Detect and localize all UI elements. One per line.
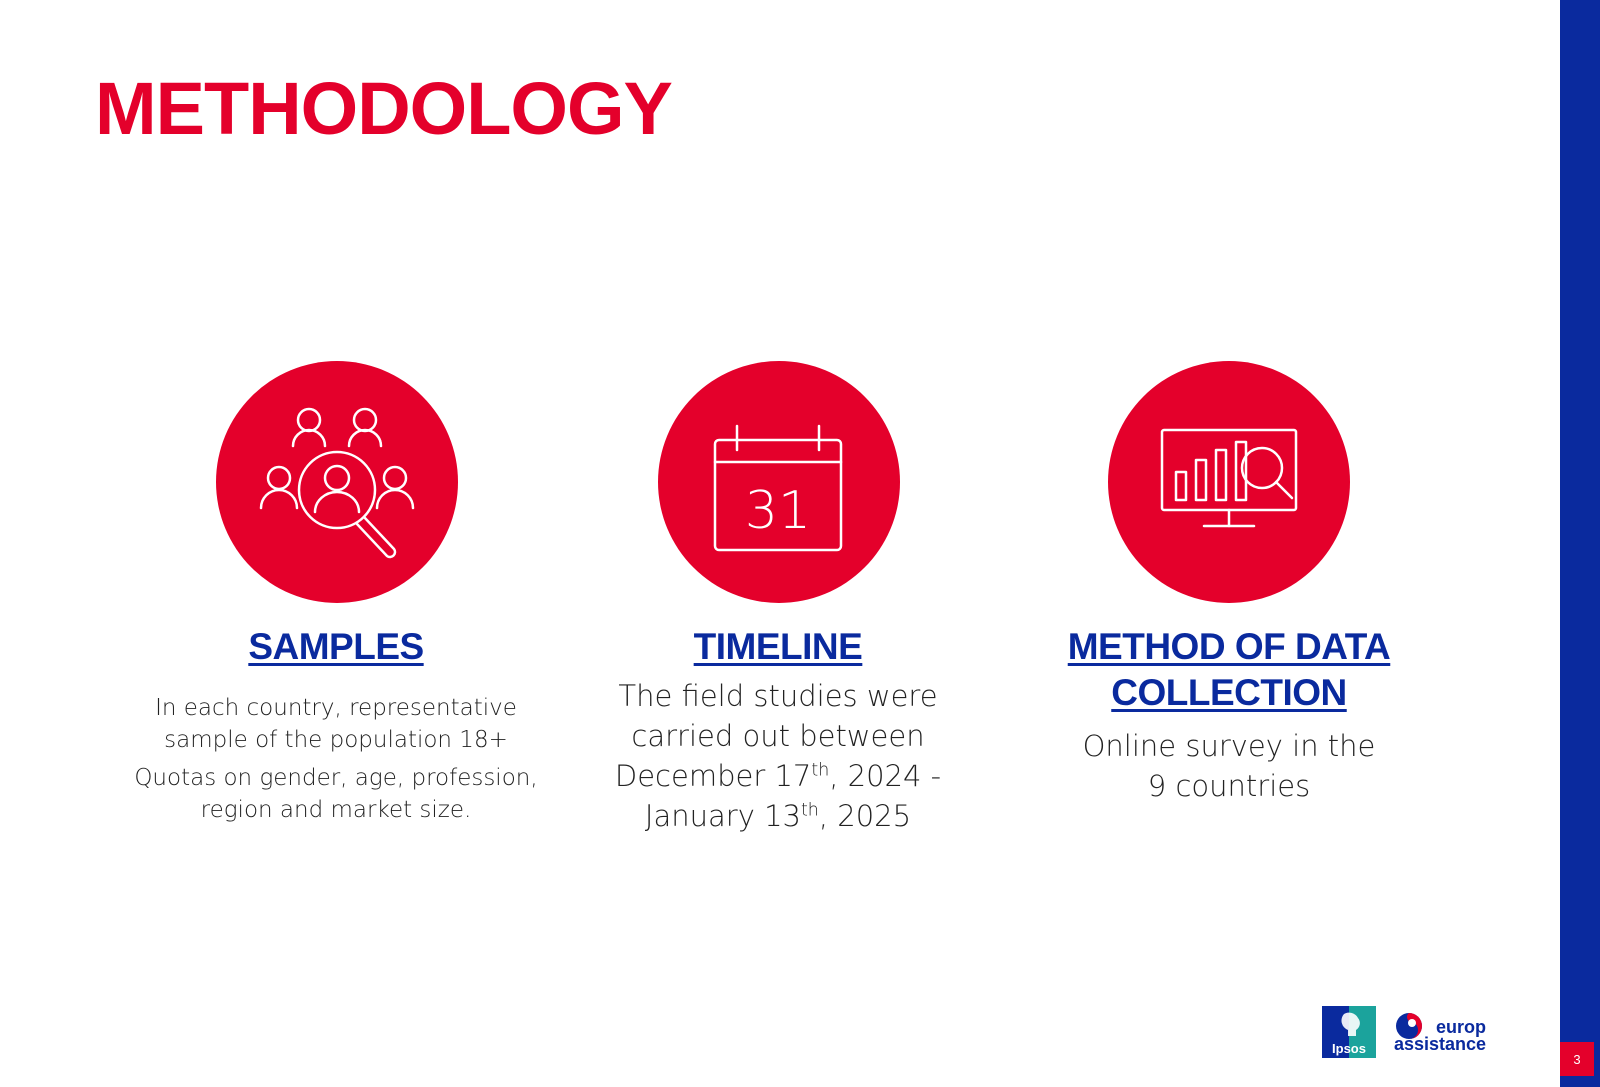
people-search-icon — [257, 402, 417, 562]
svg-text:Ipsos: Ipsos — [1332, 1041, 1366, 1056]
timeline-text: The field studies were carried out between December 17th, 2024 - January 13th, 2025 — [614, 679, 942, 833]
calendar-day-text: 31 — [744, 481, 812, 541]
samples-heading: SAMPLES — [248, 626, 424, 667]
europ-text: europ — [1436, 1017, 1487, 1037]
calendar-icon — [709, 412, 849, 552]
samples-paragraph: In each country, representative sample of the population 18+ — [155, 695, 517, 753]
page-number: 3 — [1560, 1042, 1594, 1076]
timeline-heading: TIMELINE — [693, 626, 863, 667]
timeline-icon-circle — [658, 361, 900, 603]
method-icon-circle — [1108, 361, 1350, 603]
samples-icon-circle — [216, 361, 458, 603]
samples-text — [126, 692, 546, 826]
monitor-chart-search-icon — [1154, 422, 1304, 542]
assistance-text: assistance — [1394, 1034, 1487, 1054]
samples-paragraph: Quotas on gender, age, profession, region and market size. — [134, 765, 538, 823]
method-text: Online survey in the 9 countries — [1082, 729, 1376, 803]
side-accent-bar — [1560, 0, 1600, 1087]
method-heading: METHOD OF DATA COLLECTION — [1067, 626, 1391, 713]
footer-logos — [1322, 1006, 1486, 1058]
europ-assistance-logo — [1394, 1011, 1486, 1053]
page-title: METHODOLOGY — [95, 67, 672, 150]
ipsos-logo — [1322, 1006, 1376, 1058]
